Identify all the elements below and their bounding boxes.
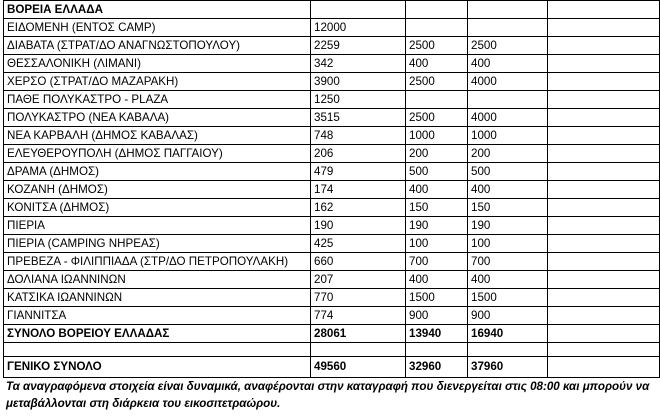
table-row <box>4 163 660 181</box>
value-capacity-b: 4000 <box>468 73 548 91</box>
empty-cell <box>548 19 660 37</box>
location-name <box>4 343 311 357</box>
empty-cell <box>548 55 660 73</box>
empty-cell <box>548 307 660 325</box>
value-capacity-b: 200 <box>468 145 548 163</box>
table-row <box>4 37 660 55</box>
empty-cell <box>548 289 660 307</box>
spacer-row <box>4 343 660 357</box>
value-capacity-a <box>406 19 468 37</box>
value-current: 206 <box>311 145 406 163</box>
value-current: 774 <box>311 307 406 325</box>
value-capacity-a: 100 <box>406 235 468 253</box>
value-current: 174 <box>311 181 406 199</box>
empty-cell <box>548 217 660 235</box>
value-current: 425 <box>311 235 406 253</box>
value-capacity-a: 2500 <box>406 73 468 91</box>
table-row <box>4 145 660 163</box>
empty-cell <box>548 199 660 217</box>
location-name: ΧΕΡΣΟ (ΣΤΡΑΤ/ΔΟ ΜΑΖΑΡΑΚΗ) <box>4 73 311 91</box>
value-capacity-b: 900 <box>468 307 548 325</box>
location-name: ΠΑΘΕ ΠΟΛΥΚΑΣΤΡΟ - PLAZA <box>4 91 311 109</box>
empty-cell <box>548 271 660 289</box>
value-capacity-a: 2500 <box>406 37 468 55</box>
value-capacity-a: 2500 <box>406 109 468 127</box>
location-name: ΘΕΣΣΑΛΟΝΙΚΗ (ΛΙΜΑΝΙ) <box>4 55 311 73</box>
value-current: 12000 <box>311 19 406 37</box>
value-capacity-a <box>406 343 468 357</box>
table-row <box>4 199 660 217</box>
table-row <box>4 19 660 37</box>
empty-cell <box>548 73 660 91</box>
empty-cell <box>548 325 660 343</box>
value-current: 770 <box>311 289 406 307</box>
table-row <box>4 289 660 307</box>
capacity-table <box>3 0 660 378</box>
value-current: 2259 <box>311 37 406 55</box>
table-row <box>4 253 660 271</box>
location-name: ΚΟΝΙΤΣΑ (ΔΗΜΟΣ) <box>4 199 311 217</box>
value-capacity-a: 150 <box>406 199 468 217</box>
value-capacity-b: 1000 <box>468 127 548 145</box>
location-name: ΚΑΤΣΙΚΑ ΙΩΑΝΝΙΝΩΝ <box>4 289 311 307</box>
value-capacity-b: 400 <box>468 271 548 289</box>
value-capacity-a: 400 <box>406 271 468 289</box>
table-row <box>4 73 660 91</box>
grand-total-row <box>4 357 660 378</box>
value-current: 28061 <box>311 325 406 343</box>
value-current: 3900 <box>311 73 406 91</box>
value-capacity-a: 1000 <box>406 127 468 145</box>
location-name: ΠΟΛΥΚΑΣΤΡΟ (ΝΕΑ ΚΑΒΑΛΑ) <box>4 109 311 127</box>
value-capacity-a: 900 <box>406 307 468 325</box>
location-name: ΠΙΕΡΙΑ (CAMPING ΝΗΡΕΑΣ) <box>4 235 311 253</box>
table-row <box>4 91 660 109</box>
value-capacity-b: 150 <box>468 199 548 217</box>
location-name: ΠΙΕΡΙΑ <box>4 217 311 235</box>
value-current: 479 <box>311 163 406 181</box>
value-capacity-a: 400 <box>406 55 468 73</box>
value-capacity-b: 400 <box>468 55 548 73</box>
location-name: ΕΛΕΥΘΕΡΟΥΠΟΛΗ (ΔΗΜΟΣ ΠΑΓΓΑΙΟΥ) <box>4 145 311 163</box>
location-name: ΓΕΝΙΚΟ ΣΥΝΟΛΟ <box>4 357 311 378</box>
value-capacity-b: 1500 <box>468 289 548 307</box>
empty-cell <box>548 145 660 163</box>
value-current: 3515 <box>311 109 406 127</box>
value-capacity-a: 700 <box>406 253 468 271</box>
value-current: 342 <box>311 55 406 73</box>
value-capacity-a: 190 <box>406 217 468 235</box>
table-row <box>4 127 660 145</box>
empty-cell <box>548 235 660 253</box>
table-row <box>4 181 660 199</box>
value-current: 49560 <box>311 357 406 378</box>
value-current: 190 <box>311 217 406 235</box>
empty-cell <box>548 181 660 199</box>
value-current <box>311 343 406 357</box>
value-current: 207 <box>311 271 406 289</box>
value-current: 1250 <box>311 91 406 109</box>
value-capacity-b: 4000 <box>468 109 548 127</box>
table-row <box>4 271 660 289</box>
value-capacity-a: 32960 <box>406 357 468 378</box>
value-capacity-a: 200 <box>406 145 468 163</box>
empty-cell <box>548 91 660 109</box>
footnote: Τα αναγραφόμενα στοιχεία είναι δυναμικά, αναφέρονται στην καταγραφή που διενεργείται στις 08:00 και μπορούν να μεταβάλλονται στη διάρκεια του εικοσιτετραώρου. <box>6 380 650 410</box>
empty-cell <box>548 163 660 181</box>
value-capacity-b <box>468 19 548 37</box>
value-capacity-b: 190 <box>468 217 548 235</box>
value-capacity-b: 100 <box>468 235 548 253</box>
location-name: ΔΙΑΒΑΤΑ (ΣΤΡΑΤ/ΔΟ ΑΝΑΓΝΩΣΤΟΠΟΥΛΟΥ) <box>4 37 311 55</box>
location-name: ΓΙΑΝΝΙΤΣΑ <box>4 307 311 325</box>
location-name: ΝΕΑ ΚΑΡΒΑΛΗ (ΔΗΜΟΣ ΚΑΒΑΛΑΣ) <box>4 127 311 145</box>
value-capacity-b: 2500 <box>468 37 548 55</box>
value-capacity-b <box>468 91 548 109</box>
value-capacity-a: 400 <box>406 181 468 199</box>
region-header-row <box>4 1 660 19</box>
table-row <box>4 307 660 325</box>
value-capacity-a <box>406 91 468 109</box>
value-capacity-b: 16940 <box>468 325 548 343</box>
value-capacity-a: 13940 <box>406 325 468 343</box>
location-name: ΕΙΔΟΜΕΝΗ (ΕΝΤΟΣ CAMP) <box>4 19 311 37</box>
value-capacity-b: 700 <box>468 253 548 271</box>
location-name: ΚΟΖΑΝΗ (ΔΗΜΟΣ) <box>4 181 311 199</box>
table-row <box>4 55 660 73</box>
location-name: ΔΟΛΙΑΝΑ ΙΩΑΝΝΙΝΩΝ <box>4 271 311 289</box>
value-current: 660 <box>311 253 406 271</box>
table-row <box>4 109 660 127</box>
empty-cell <box>548 109 660 127</box>
empty-cell <box>548 357 660 378</box>
location-name: ΔΡΑΜΑ (ΔΗΜΟΣ) <box>4 163 311 181</box>
empty-cell <box>548 343 660 357</box>
value-capacity-a: 1500 <box>406 289 468 307</box>
table-row <box>4 217 660 235</box>
value-capacity-a: 500 <box>406 163 468 181</box>
subtotal-row <box>4 325 660 343</box>
value-capacity-b <box>468 343 548 357</box>
value-current: 748 <box>311 127 406 145</box>
region-header: ΒΟΡΕΙΑ ΕΛΛΑΔΑ <box>4 1 311 19</box>
table-row <box>4 235 660 253</box>
empty-cell <box>548 37 660 55</box>
value-capacity-b: 500 <box>468 163 548 181</box>
empty-cell <box>548 127 660 145</box>
value-capacity-b: 37960 <box>468 357 548 378</box>
location-name: ΠΡΕΒΕΖΑ - ΦΙΛΙΠΠΙΑΔΑ (ΣΤΡ/ΔΟ ΠΕΤΡΟΠΟΥΛΑΚΗ) <box>4 253 311 271</box>
value-current: 162 <box>311 199 406 217</box>
empty-cell <box>548 253 660 271</box>
value-capacity-b: 400 <box>468 181 548 199</box>
location-name: ΣΥΝΟΛΟ ΒΟΡΕΙΟΥ ΕΛΛΑΔΑΣ <box>4 325 311 343</box>
